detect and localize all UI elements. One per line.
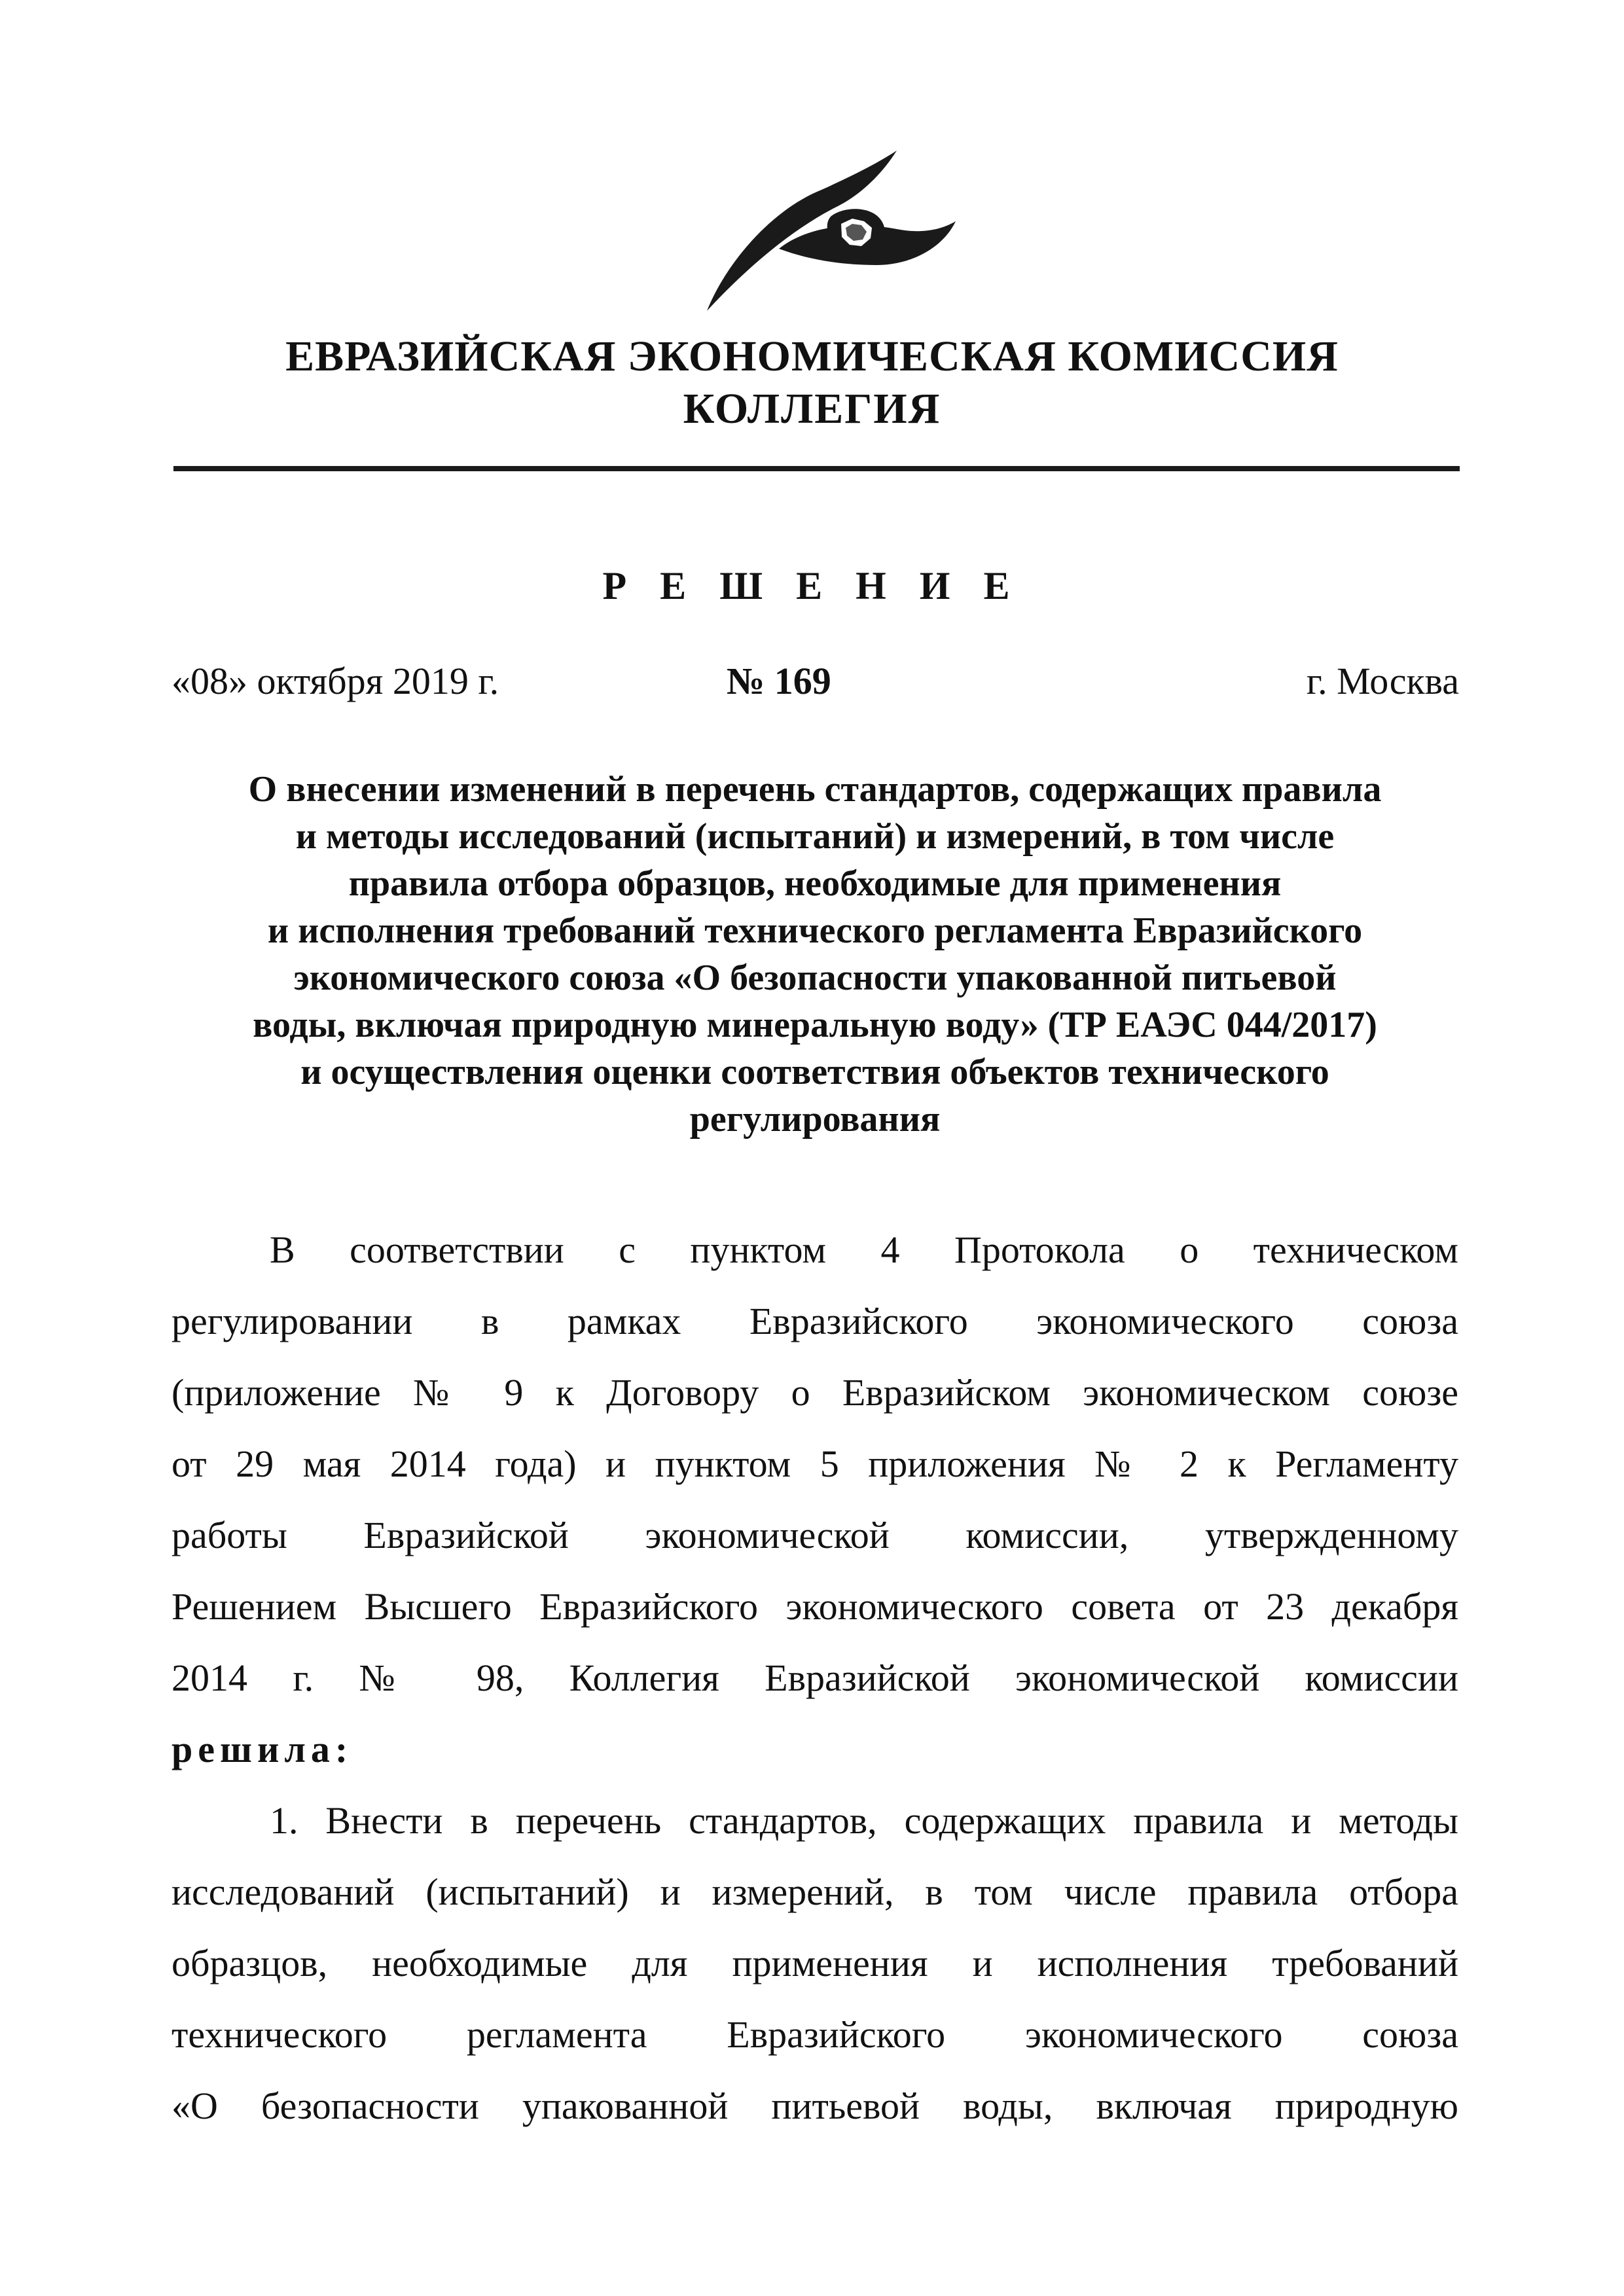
title-line: экономического союза «О безопасности упакованной питьевой [293,958,1337,998]
document-place: г. Москва [1306,660,1459,702]
preamble-line: регулировании в рамках Евразийского экономического союза [171,1300,1458,1342]
item1-line: «О безопасности упакованной питьевой воды, включая природную [171,2085,1458,2127]
title-line: и методы исследований (испытаний) и измерений, в том числе [295,816,1335,857]
title-line: и исполнения требований технического регламента Евразийского [267,910,1363,951]
preamble-line: 2014 г. № 98, Коллегия Евразийской экономической комиссии [171,1657,1458,1699]
item1-line: образцов, необходимые для применения и исполнения требований [171,1942,1458,1984]
title-line: правила отбора образцов, необходимые для применения [348,863,1282,904]
title-line: и осуществления оценки соответствия объектов технического [300,1052,1329,1092]
preamble-line: от 29 мая 2014 года) и пунктом 5 приложения № 2 к Регламенту [171,1443,1458,1485]
preamble-line: Решением Высшего Евразийского экономического совета от 23 декабря [171,1585,1458,1628]
eaec-emblem-icon [681,151,956,321]
preamble-line: (приложение № 9 к Договору о Евразийском экономическом союзе [171,1371,1458,1414]
document-body [171,1214,1458,2142]
document-type: Р Е Ш Е Н И Е [602,564,1022,607]
title-line: воды, включая природную минеральную воду» (ТР ЕАЭС 044/2017) [253,1005,1377,1045]
preamble-line: В соответствии с пунктом 4 Протокола о техническом [270,1229,1458,1271]
item1-line: исследований (испытаний) и измерений, в том числе правила отбора [171,1871,1458,1913]
preamble-line: работы Евразийской экономической комиссии, утвержденному [171,1514,1458,1556]
title-line: регулирования [689,1099,941,1139]
header-divider [173,466,1460,471]
decided-word: решила: [171,1728,353,1770]
document-title [171,766,1458,1143]
organization-name: ЕВРАЗИЙСКАЯ ЭКОНОМИЧЕСКАЯ КОМИССИЯ [285,332,1339,380]
document-number: № 169 [727,660,831,702]
item1-line: технического регламента Евразийского экономического союза [171,2013,1458,2056]
title-line: О внесении изменений в перечень стандартов, содержащих правила [248,769,1382,810]
collegium-title: КОЛЛЕГИЯ [683,385,941,433]
decided-line [171,1713,1458,1785]
document-date: «08» октября 2019 г. [171,660,499,702]
item1-line: 1. Внести в перечень стандартов, содержащих правила и методы [270,1799,1458,1842]
